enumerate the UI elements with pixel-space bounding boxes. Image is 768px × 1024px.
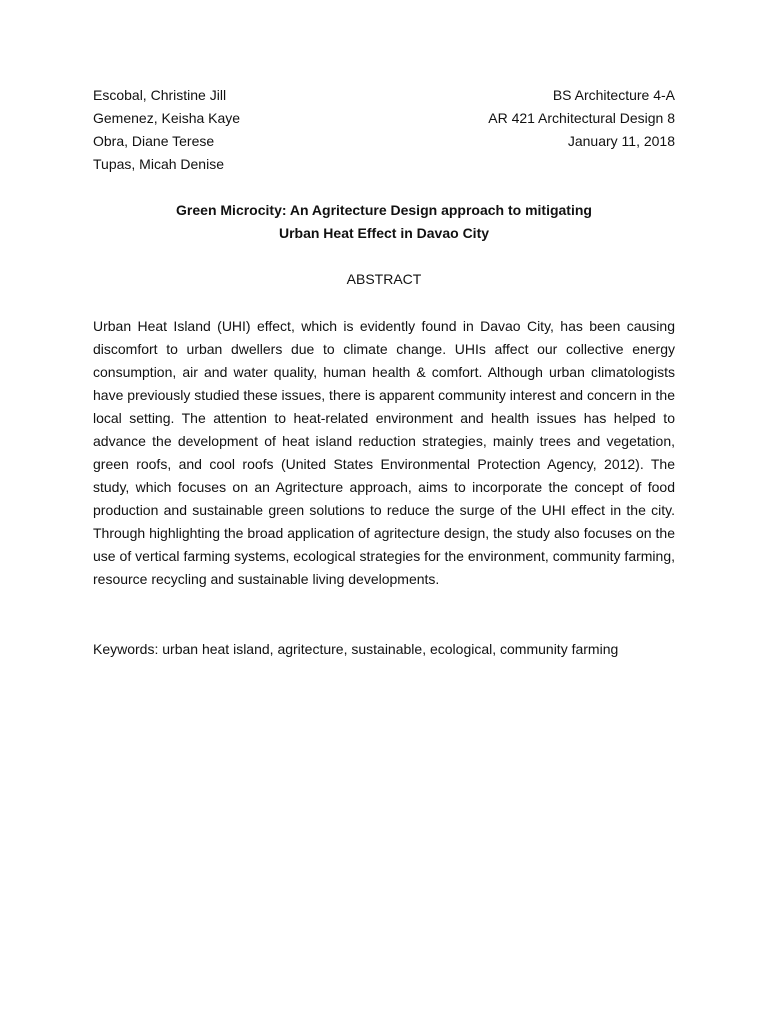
title-line-2: Urban Heat Effect in Davao City (278, 225, 490, 241)
document-title (93, 199, 675, 245)
course-label: AR 421 Architectural Design 8 (488, 110, 675, 126)
abstract-heading: ABSTRACT (346, 271, 422, 287)
abstract-body: Urban Heat Island (UHI) effect, which is evidently found in Davao City, has been causing discomfort to urban dwellers due to climate change. UHIs affect our collective energy consumption, air and water quality, human health & comfort. Although urban climatologists have previously studied these issues, there is apparent community interest and concern in the local setting. The attention to heat-related environment and health issues has helped to advance the development of heat island reduction strategies, mainly trees and vegetation, green roofs, and cool roofs (United States Environmental Protection Agency, 2012). The study, which focuses on an Agritecture approach, aims to incorporate the concept of food production and sustainable green solutions to reduce the surge of the UHI effect in the city. Through highlighting the broad application of agritecture design, the study also focuses on the use of vertical farming systems, ecological strategies for the environment, community farming, resource recycling and sustainable living developments. (93, 318, 675, 587)
course-info (488, 84, 675, 153)
author-name: Tupas, Micah Denise (93, 156, 224, 172)
date-label: January 11, 2018 (567, 133, 675, 149)
author-list (93, 84, 240, 176)
author-name: Obra, Diane Terese (93, 133, 215, 149)
author-name: Escobal, Christine Jill (93, 87, 227, 103)
title-line-1: Green Microcity: An Agritecture Design approach to mitigating (176, 202, 592, 218)
keywords-line: Keywords: urban heat island, agritecture, sustainable, ecological, community farming (93, 641, 619, 657)
program-label: BS Architecture 4-A (552, 87, 675, 103)
author-name: Gemenez, Keisha Kaye (93, 110, 241, 126)
